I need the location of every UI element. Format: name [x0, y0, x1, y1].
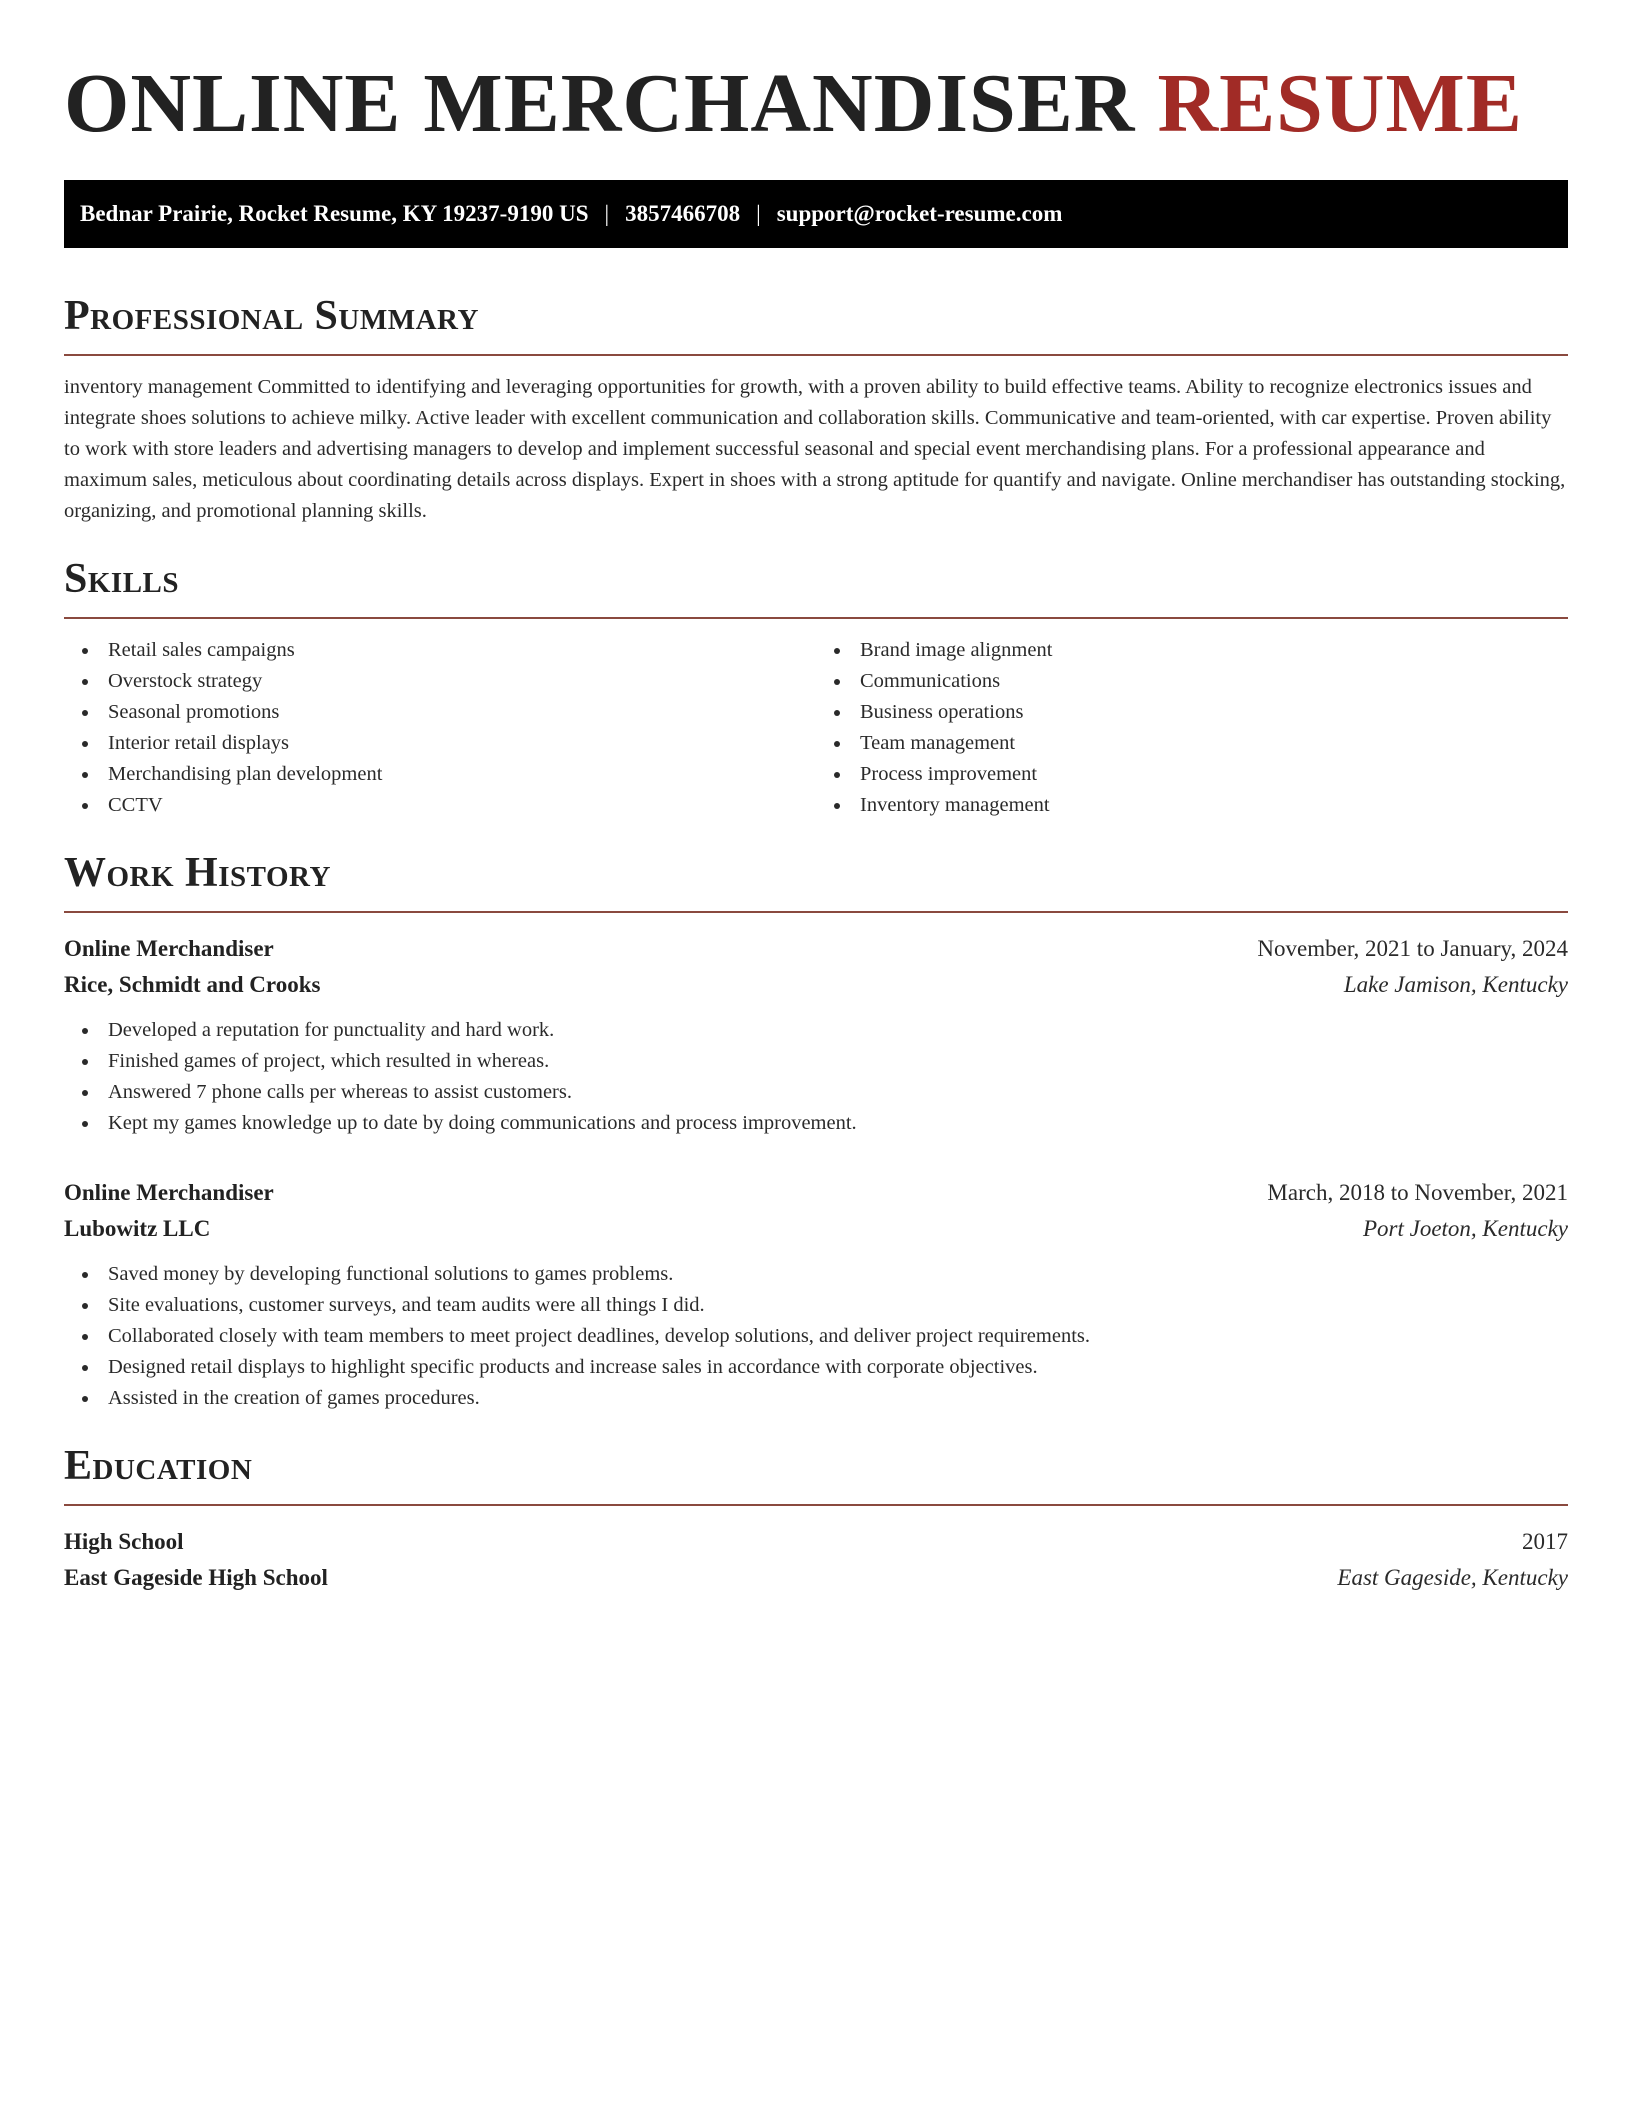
job-title: Online Merchandiser: [64, 1180, 274, 1205]
contact-bar: [64, 180, 1568, 248]
education-entry: [64, 1524, 1568, 1596]
skill-item: Brand image alignment: [860, 635, 1568, 666]
skill-item: Communications: [860, 666, 1568, 697]
skill-item: CCTV: [108, 790, 816, 821]
job-entry: [64, 931, 1568, 1139]
education-degree: High School: [64, 1529, 184, 1554]
job-duty: Answered 7 phone calls per whereas to assist customers.: [108, 1077, 1568, 1108]
job-duty: Developed a reputation for punctuality and hard work.: [108, 1015, 1568, 1046]
job-duty: Site evaluations, customer surveys, and team audits were all things I did.: [108, 1290, 1568, 1321]
contact-address: Bednar Prairie, Rocket Resume, KY 19237-9190 US: [80, 201, 589, 226]
contact-separator: |: [604, 201, 610, 226]
job-company-row: [64, 1211, 1568, 1247]
job-duty: Assisted in the creation of games procedures.: [108, 1383, 1568, 1414]
skill-item: Business operations: [860, 697, 1568, 728]
skill-item: Retail sales campaigns: [108, 635, 816, 666]
skill-item: Inventory management: [860, 790, 1568, 821]
education-section: [64, 1442, 1568, 1596]
skill-item: Seasonal promotions: [108, 697, 816, 728]
job-location: Lake Jamison, Kentucky: [1343, 972, 1568, 997]
job-duty: Collaborated closely with team members to meet project deadlines, develop solutions, and deliver project requirements.: [108, 1321, 1568, 1352]
job-duties: [64, 1259, 1568, 1414]
job-location: Port Joeton, Kentucky: [1362, 1216, 1568, 1241]
skill-item: Merchandising plan development: [108, 759, 816, 790]
skills-section: [64, 555, 1568, 821]
work-history-heading: Work History: [64, 849, 1568, 913]
job-duty: Finished games of project, which resulted in whereas.: [108, 1046, 1568, 1077]
job-duty: Kept my games knowledge up to date by doing communications and process improvement.: [108, 1108, 1568, 1139]
education-school: East Gageside High School: [64, 1565, 328, 1590]
job-header-row: [64, 1175, 1568, 1211]
job-entry: [64, 1175, 1568, 1414]
contact-separator: |: [756, 201, 761, 226]
skill-item: Interior retail displays: [108, 728, 816, 759]
education-location: East Gageside, Kentucky: [1337, 1565, 1568, 1590]
job-company-row: [64, 967, 1568, 1003]
resume-title: [64, 56, 1568, 152]
title-accent: RESUME: [1157, 57, 1523, 150]
job-company: Lubowitz LLC: [64, 1216, 211, 1241]
job-title: Online Merchandiser: [64, 936, 274, 961]
summary-text: inventory management Committed to identifying and leveraging opportunities for growth, with a proven ability to build effective teams. Ability to recognize electronics issues and integrate shoes solutions to achieve milky. Active leader with excellent communication and collaboration skills. Communicative and team-oriented, with car expertise. Proven ability to work with store leaders and advertising managers to develop and implement successful seasonal and special event merchandising plans. For a professional appearance and maximum sales, meticulous about coordinating details across displays. Expert in shoes with a strong aptitude for quantify and navigate. Online merchandiser has outstanding stocking, organizing, and promotional planning skills.: [64, 376, 1566, 522]
education-year: 2017: [1522, 1529, 1568, 1554]
skill-item: Process improvement: [860, 759, 1568, 790]
title-main: ONLINE MERCHANDISER: [64, 57, 1136, 150]
skill-item: Team management: [860, 728, 1568, 759]
job-duties: [64, 1015, 1568, 1139]
job-duty: Designed retail displays to highlight specific products and increase sales in accordance with corporate objectives.: [108, 1352, 1568, 1383]
summary-heading: Professional Summary: [64, 292, 1568, 356]
skills-column-right: [816, 635, 1568, 821]
job-duty: Saved money by developing functional solutions to games problems.: [108, 1259, 1568, 1290]
contact-phone: 3857466708: [625, 201, 741, 226]
skills-list: [64, 635, 1568, 821]
job-dates: March, 2018 to November, 2021: [1267, 1180, 1568, 1205]
job-header-row: [64, 931, 1568, 967]
summary-section: [64, 292, 1568, 527]
skill-item: Overstock strategy: [108, 666, 816, 697]
work-history-section: [64, 849, 1568, 1414]
skills-heading: Skills: [64, 555, 1568, 619]
job-dates: November, 2021 to January, 2024: [1257, 936, 1568, 961]
education-heading: Education: [64, 1442, 1568, 1506]
education-school-row: [64, 1560, 1568, 1596]
education-header-row: [64, 1524, 1568, 1560]
job-company: Rice, Schmidt and Crooks: [64, 972, 321, 997]
skills-column-left: [64, 635, 816, 821]
contact-email: support@rocket-resume.com: [776, 201, 1063, 226]
